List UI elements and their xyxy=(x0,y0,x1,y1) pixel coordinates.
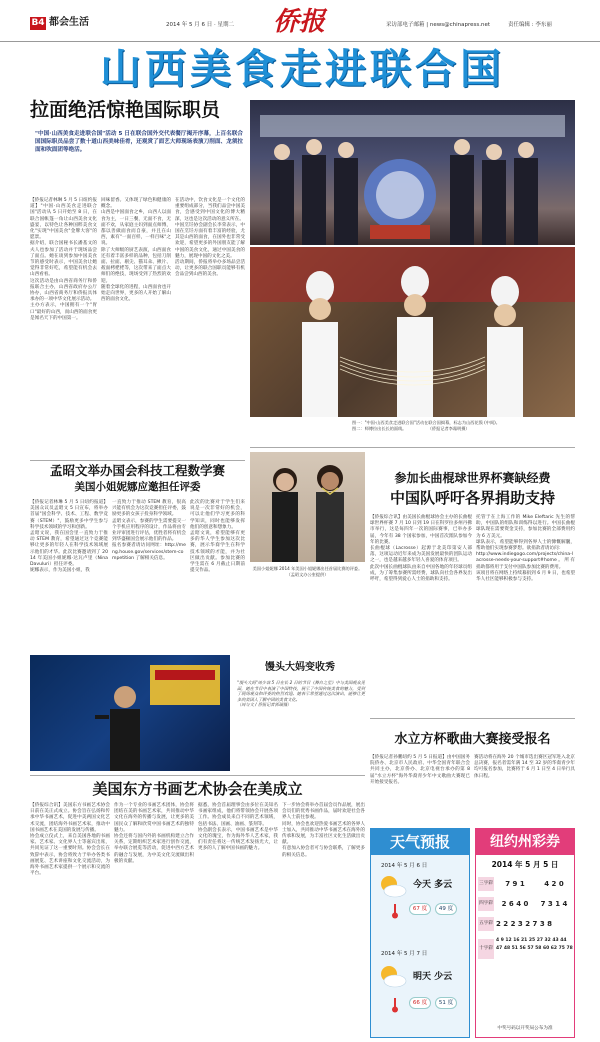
calligraphy-col-2: 作为一个专业的书画艺术团体，协会将团结在美的书画艺术家，共同推动中华文化在海外的传播与发展，让更多的美国民众了解和欣赏中国书画艺术的独特魅力。 协会还将与国内外的书画机构建立合作关系，定期组织艺术家进行创作交流，举办联合展览等活动，促进中西方艺术的融合与发展，为中美文化交流做出积极的贡献。 xyxy=(114,803,194,864)
calligraphy-col-3: 据悉，协会首届理事会由多位在美知名书画家组成，他们将带领协会开展各项工作。协会成员来自不同的艺术领域，包括书法、国画、油画、篆刻等。 协会副会长表示，中国书画艺术是中华文化的瑰宝，作为海外华人艺术家，我们有责任将这一传统艺术发扬光大，让更多的人了解中国书画的魅力。 xyxy=(198,803,278,852)
thermometer-icon xyxy=(391,903,399,919)
stem-col-1: 【侨报记者林琳 5 月 5 日纽约报道】美国众议员孟昭文 5 日宣布，将举办首届"国会科学、技术、工程、数学竞赛（STEM）"，鼓励更多中学生参与科学技术领域的学习和创新。 孟昭文说，我在国会里一直致力于推动 STEM 教育，希望通过这个竞赛能够让更多的年轻人在科学技术领域展示他们的才华。此次比赛邀请到了 2014 年美国小姐妮娜·达瓦卢里（Nina Davuluri）担任评委。 妮娜表示，作为美国小姐，我 xyxy=(30,500,108,574)
lottery-row-numbers: 7 9 1 xyxy=(505,880,525,888)
weather-day-1-date: 2014 年 5 月 6 日 xyxy=(381,863,428,869)
page-number: B4 xyxy=(31,18,45,28)
stem-photo-caption: 美国小姐妮娜 2014 年美国小姐妮娜出任首届比赛的评委。 （孟昭文办公室提供） xyxy=(252,566,363,577)
section-name: 都会生活 xyxy=(49,17,89,28)
weather-box xyxy=(370,828,470,1038)
song-contest-col-1: 【侨报记者孙鹏纽约 5 月 5 日报道】由中国国务院侨办、北京市人民政府、中华全国青年联合会共同主办，北京侨办、北京电视台承办的第 8 届"水立方杯"海外华裔青少年中文歌曲大赛现已开始接受报名。 xyxy=(370,755,472,785)
sun-cloud-icon xyxy=(377,963,407,989)
lottery-row-label: 十字彩 xyxy=(478,939,494,959)
two-women-graphic xyxy=(250,452,365,562)
lottery-row-label: 三字彩 xyxy=(478,877,494,891)
weather-day-2-label: 明天 少云 xyxy=(413,972,453,982)
lottery-box xyxy=(475,828,575,1038)
song-contest-headline: 水立方杯歌曲大赛接受报名 xyxy=(394,732,551,747)
lottery-row-extra: 4 2 0 xyxy=(544,880,564,888)
editor-credit: 责任编辑 : 李东丽 xyxy=(508,22,552,28)
weather-day-1-low: 49 度 xyxy=(435,903,457,915)
weather-day-2-high: 66 度 xyxy=(409,997,431,1009)
lottery-footer: 中奖号码以开奖局公布为准 xyxy=(497,1026,553,1031)
lead-headline: 拉面绝活惊艳国际职员 xyxy=(30,99,221,121)
masthead-logo: 侨报 xyxy=(272,7,325,37)
lead-summary: "中国·山西美食走进联合国"活动 5 日在联合国外交代表餐厅揭开序幕，上百名联合国国际职员品尝了数十道山西美味佳肴，还观赏了面艺大师现场表演刀削面、龙须拉面和吹面团等绝活。 xyxy=(35,131,243,153)
stem-col-3: 此次的比赛对于学生们来说是一次非常好的机会，可以让他们学习更多的科学知识，同时也能够发挥他们的创意和想象力。 孟昭文说，希望能够有更多的华人学生参加这次比赛，展示华裔学生在科学技术领域的才能，并为社区做出贡献。参加比赛的学生需在 6 月截止日期前提交作品。 xyxy=(190,500,245,574)
calligraphy-col-1: 【侨报综合讯】美国东方书画艺术协会日前在美正式成立。协会旨在弘扬和传承中华书画艺术，促进中美两国文化艺术交流，团结海外书画艺术家，推动中国书画艺术在美国的发展与传播。 协会成立仪式上，来自美国各地的书画家、艺术家、文化界人士等嘉宾出席，共同见证了这一重要时刻。协会会长在致辞中表示，协会将致力于举办各类书画展览、艺术讲座和文化交流活动，为海外书画艺术家提供一个展示和交流的平台。 xyxy=(30,803,110,877)
lacrosse-col-1: 【侨报综合讯】由美国长曲棍球协会主办的长曲棍球世界杯赛 7 月 10 日到 19 日在科罗拉多州丹佛市举行，这是每四年一次的国际赛事，已举办多届，今年有 38 个国家参加，中国首次派队参加今年的比赛。 长曲棍球（Lacrosse）起源于北美印第安人部落，这项运动近年来成为美国发展最快的团队运动之一，也是越来越多年轻人喜爱的体育项目。 此次中国长曲棍球队由来自中国各地的年轻球员组成，为了筹集参赛所需经费，球队向社会各界发出呼吁，希望得到爱心人士的捐助和支持。 xyxy=(370,515,472,583)
weather-day-1-high: 67 度 xyxy=(409,903,431,915)
miss-america-photo xyxy=(250,452,365,562)
stem-subhead: 美国小姐妮娜应邀担任评委 xyxy=(74,481,201,493)
divider xyxy=(30,460,245,461)
song-contest-col-2: 赛活动将在海外 20 个城市选出赛区冠军进入北京总决赛，报名者需年满 14 至 32 岁的华裔青少年均可报名参加，比赛将于 6 月 1 日至 4 日举行具体日程。 xyxy=(474,755,575,779)
lottery-row-extra: 7 3 1 4 xyxy=(540,900,568,908)
lacrosse-col-2: 托管于在上海工作的 Mike Eleftaric 先生的帮助，中国队的组队和训练得以进行。中国长曲棍球队现在需要资金支持，参加比赛的全部费用约为 6 万美元。 球队表示，希望能够得到各界人士的慷慨解囊，帮助他们实现参赛梦想。欲捐款者请访问： http://www.indiegogo.com/projects/china-lacrosse-needs-your-support#home。所有捐助都将用于支付中国队参加比赛的费用。 该项目将在网络上持续募捐到 6 月 9 日，也希望华人社区能够积极参与支持。 xyxy=(476,515,575,583)
divider xyxy=(370,718,575,719)
divider xyxy=(250,447,575,448)
chef-scene-graphic xyxy=(250,247,575,417)
calligraphy-col-4: 下一步协会将举办首届会员作品展，展出会员们的优秀书画作品，届时欢迎社会各界人士前往参观。 同时，协会也欢迎热爱书画艺术的各界人士加入，共同推动中华书画艺术在海外的传承和发展，为丰富社区文化生活做出贡献。 有意加入协会者可与协会联系，了解更多的相关信息。 xyxy=(282,803,365,858)
lacrosse-headline: 中国队呼吁各界捐助支持 xyxy=(389,489,555,507)
sun-cloud-icon xyxy=(377,873,407,899)
issue-date: 2014 年 5 月 6 日 · 星期二 xyxy=(166,22,234,28)
lottery-row-numbers: 2 6 4 0 xyxy=(501,900,529,908)
un-banquet-photo xyxy=(250,100,575,245)
lead-col-3: 在活动中，饮食文化是一个文化的重要组成部分，当我们品尝中国美食，会感受到中国文化的博大精深，这也是这次活动的意义所在。 中国烹饪协会副会长李荣表示，中国在烹饪方面有着丰富的经验，尤其是山西的面食，在国外也非常受欢迎，希望更多的外国朋友能了解中国的美食文化，通过中国美食的魅力，展现中国的文化之美。 活动期间，侨报将举办多场品尝活动，让更多的联合国职员能够有机会品尝到山西的美食。 xyxy=(175,198,245,278)
mantou-headline: 馒头大妈变收秀 xyxy=(265,662,335,673)
banner-title: 山西美食走进联合国 xyxy=(100,45,505,93)
lottery-row-label: 五字彩 xyxy=(478,917,494,931)
weather-title: 天气预报 xyxy=(371,829,469,855)
lead-col-1: 【侨报记者林琳 5 月 5 日纽约报道】"中国·山西美食走进联合国"活动从 5 日开始至 8 日，在联合国帐篷一角让山西美食文化盛宴，以特色让各种国粹美食文化"实现"中国美食"金牌大客"的愿景。 据介绍，联合国秘书长潘基文的夫人也参加了活动并于现场品尝了面点。她在谈到参加中国美食节的感受时表示，中国美食让她觉得非常好吃，希望能有机会去山西看看。 这次活动是由山西省商务厅和侨报联合主办，山西省政府办公厅协办，山西省商务厅和侨报具体承办的一项中华文化展示活动。 主办方表示，中国拥有一个"胃口"最好的山西，而山西的面食更是闻名天下的中国第一。 xyxy=(30,198,97,321)
lottery-row-numbers: 2 2 2 3 2 7 3 8 xyxy=(496,920,553,928)
weather-day-1-label: 今天 多云 xyxy=(413,880,453,890)
stem-headline: 孟昭文举办国会科技工程数学赛 xyxy=(49,463,225,478)
calligraphy-headline: 美国东方书画艺术协会在美成立 xyxy=(92,780,303,798)
banquet-scene-graphic xyxy=(250,100,575,245)
tv-show-photo xyxy=(30,655,230,771)
stem-col-2: 一直致力于推动 STEM 教育，很高兴能有机会为这次竞赛担任评委，鼓励更多的女孩子投身科学领域。 孟昭文表示，参赛的学生需要提交一个手机应用程序的设计，作品将由专业评审团进行评估，优胜者将有机会到华盛顿国会展示他们的作品。 报名参赛者请访问网址：http://meng.house.gov/services/stem-competition 了解相关信息。 xyxy=(112,500,186,561)
weather-day-2-date: 2014 年 5 月 7 日 xyxy=(381,951,428,957)
lottery-row-numbers: 4 9 12 16 21 25 27 32 43 44 47 48 51 56 57 58 60 62 75 78 xyxy=(496,938,573,951)
lottery-date: 2014 年 5 月 5 日 xyxy=(491,860,559,869)
weather-day-2-low: 51 度 xyxy=(435,997,457,1009)
page-header xyxy=(0,0,600,42)
mantou-body: "馒头大妈"周少容 5 日在长 2 日的节目《舞台之星》中与美国观众见面，她在节目中表演了中国特技，展示了中国传统美食的魅力，受到了现场观众和评委的热烈欢迎。她表示希望通过这次演出，能够让更多的美国人了解中国的美食文化。 （周与文 / 侨报记者郭瑞摄） xyxy=(237,680,365,708)
lead-col-2: 回味留香。又体现了绿色和健康的概念。 山西是中国面食之乡，山西人以面食为主，一日三餐，无面不食，无面不欢，从家庭主妇到面点师傅，都以善做面食而自豪，并且在山西，素有"一面百样，一样百味"之说。 除了大师级的厨艺表演，山西面食还有着丰富多样的品种，包括刀削面、拉面、剔尖、猫耳朵、揪片、莜面栲栳栳等，这次带来了面点大师们的绝技，现场受到了热烈的欢迎。 随着全球化的进程，山西面食也开始走向世界，更多的人开始了解山西的面食文化。 xyxy=(101,198,171,303)
lead-photo-caption: 图一："中国·山西美食走进联合国"活动在联合国揭幕，标志为山西花馍 (中间)。 图二：师傅拉出长长的面线。 （侨报记者李霜明摄） xyxy=(352,420,500,431)
thermometer-icon xyxy=(391,997,399,1013)
divider xyxy=(30,775,365,776)
noodle-chef-photo xyxy=(250,247,575,417)
stage-graphic xyxy=(30,655,230,771)
contact-email: 采访部电子邮箱 | news@chinapress.net xyxy=(386,22,490,28)
lottery-row-label: 四字彩 xyxy=(478,897,494,911)
lacrosse-subhead: 参加长曲棍球世界杯赛缺经费 xyxy=(394,471,551,485)
lottery-title: 纽约州彩券 xyxy=(476,829,574,855)
